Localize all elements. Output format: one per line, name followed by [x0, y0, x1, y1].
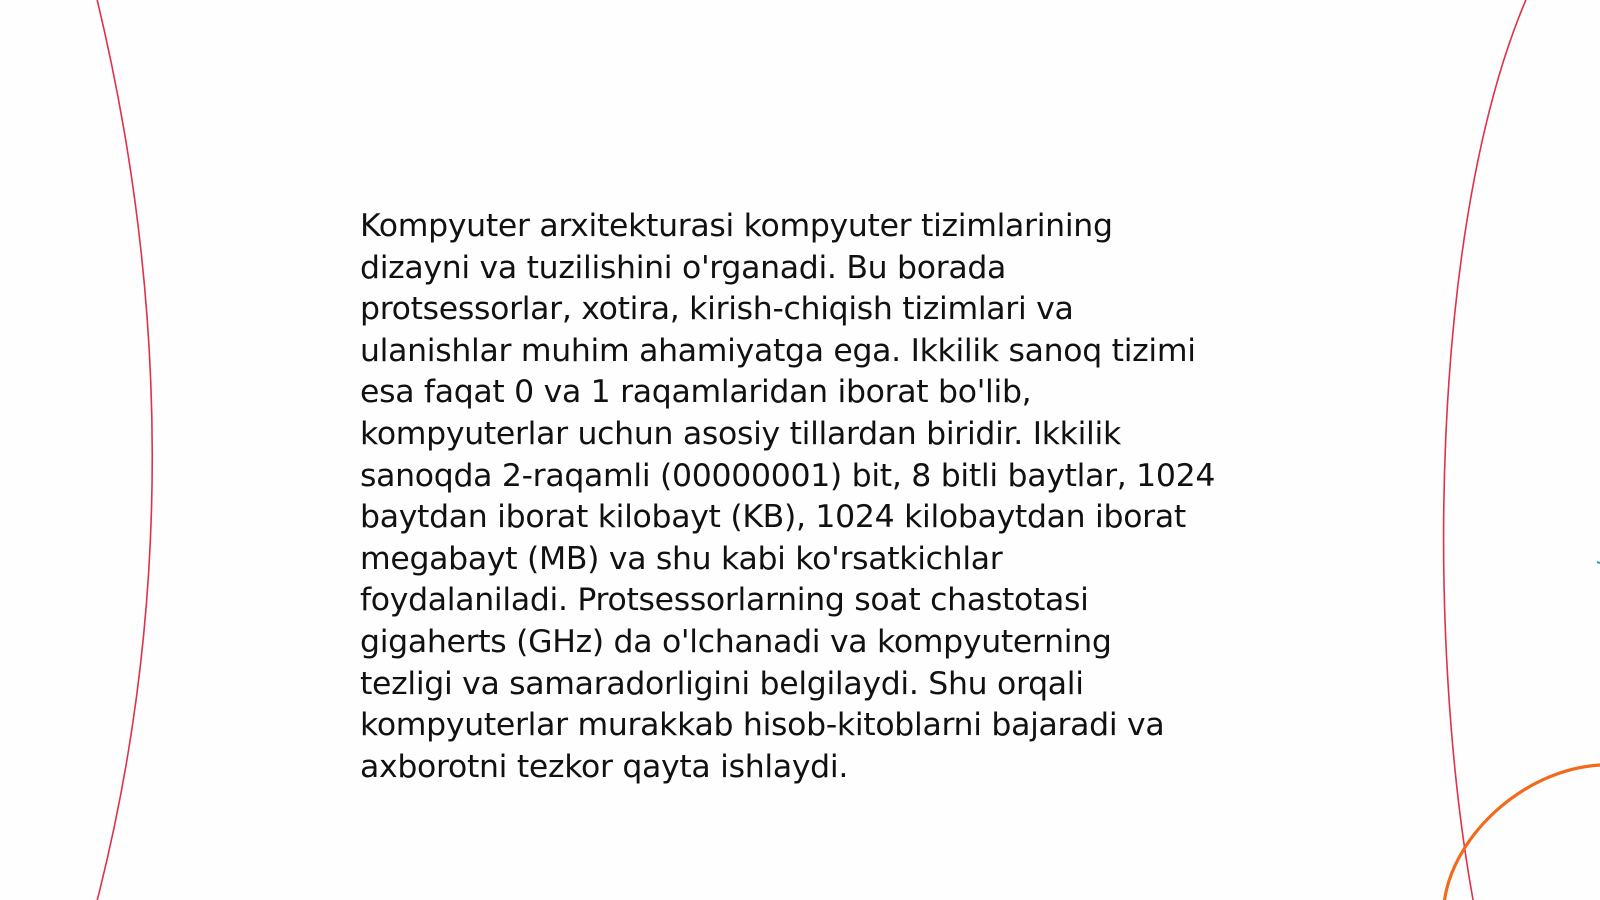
text-line: kompyuterlar murakkab hisob-kitoblarni bajaradi va	[360, 707, 1165, 744]
text-line: sanoqda 2-raqamli (00000001) bit, 8 bitli baytlar, 1024	[360, 457, 1216, 494]
text-line: gigaherts (GHz) da o'lchanadi va kompyuterning	[360, 623, 1112, 660]
text-line: protsessorlar, xotira, kirish-chiqish tizimlari va	[360, 291, 1074, 328]
text-line: dizayni va tuzilishini o'rganadi. Bu borada	[360, 249, 1007, 286]
text-line: Kompyuter arxitekturasi kompyuter tizimlarining	[360, 208, 1113, 244]
text-line: tezligi va samaradorligini belgilaydi. Shu orqali	[360, 665, 1084, 702]
text-line: esa faqat 0 va 1 raqamlaridan iborat bo'lib,	[360, 374, 1032, 411]
body-paragraph	[360, 206, 1250, 788]
left-red-curve	[96, 0, 152, 900]
text-line: axborotni tezkor qayta ishlaydi.	[360, 748, 849, 785]
text-line: megabayt (MB) va shu kabi ko'rsatkichlar	[360, 540, 1003, 577]
text-line: baytdan iborat kilobayt (KB), 1024 kilobaytdan iborat	[360, 499, 1186, 536]
text-line: ulanishlar muhim ahamiyatga ega. Ikkilik sanoq tizimi	[360, 332, 1196, 369]
text-line: kompyuterlar uchun asosiy tillardan biridir. Ikkilik	[360, 415, 1121, 452]
right-red-curve	[1444, 0, 1528, 900]
orange-arc	[1444, 765, 1600, 900]
text-line: foydalaniladi. Protsessorlarning soat chastotasi	[360, 582, 1089, 619]
